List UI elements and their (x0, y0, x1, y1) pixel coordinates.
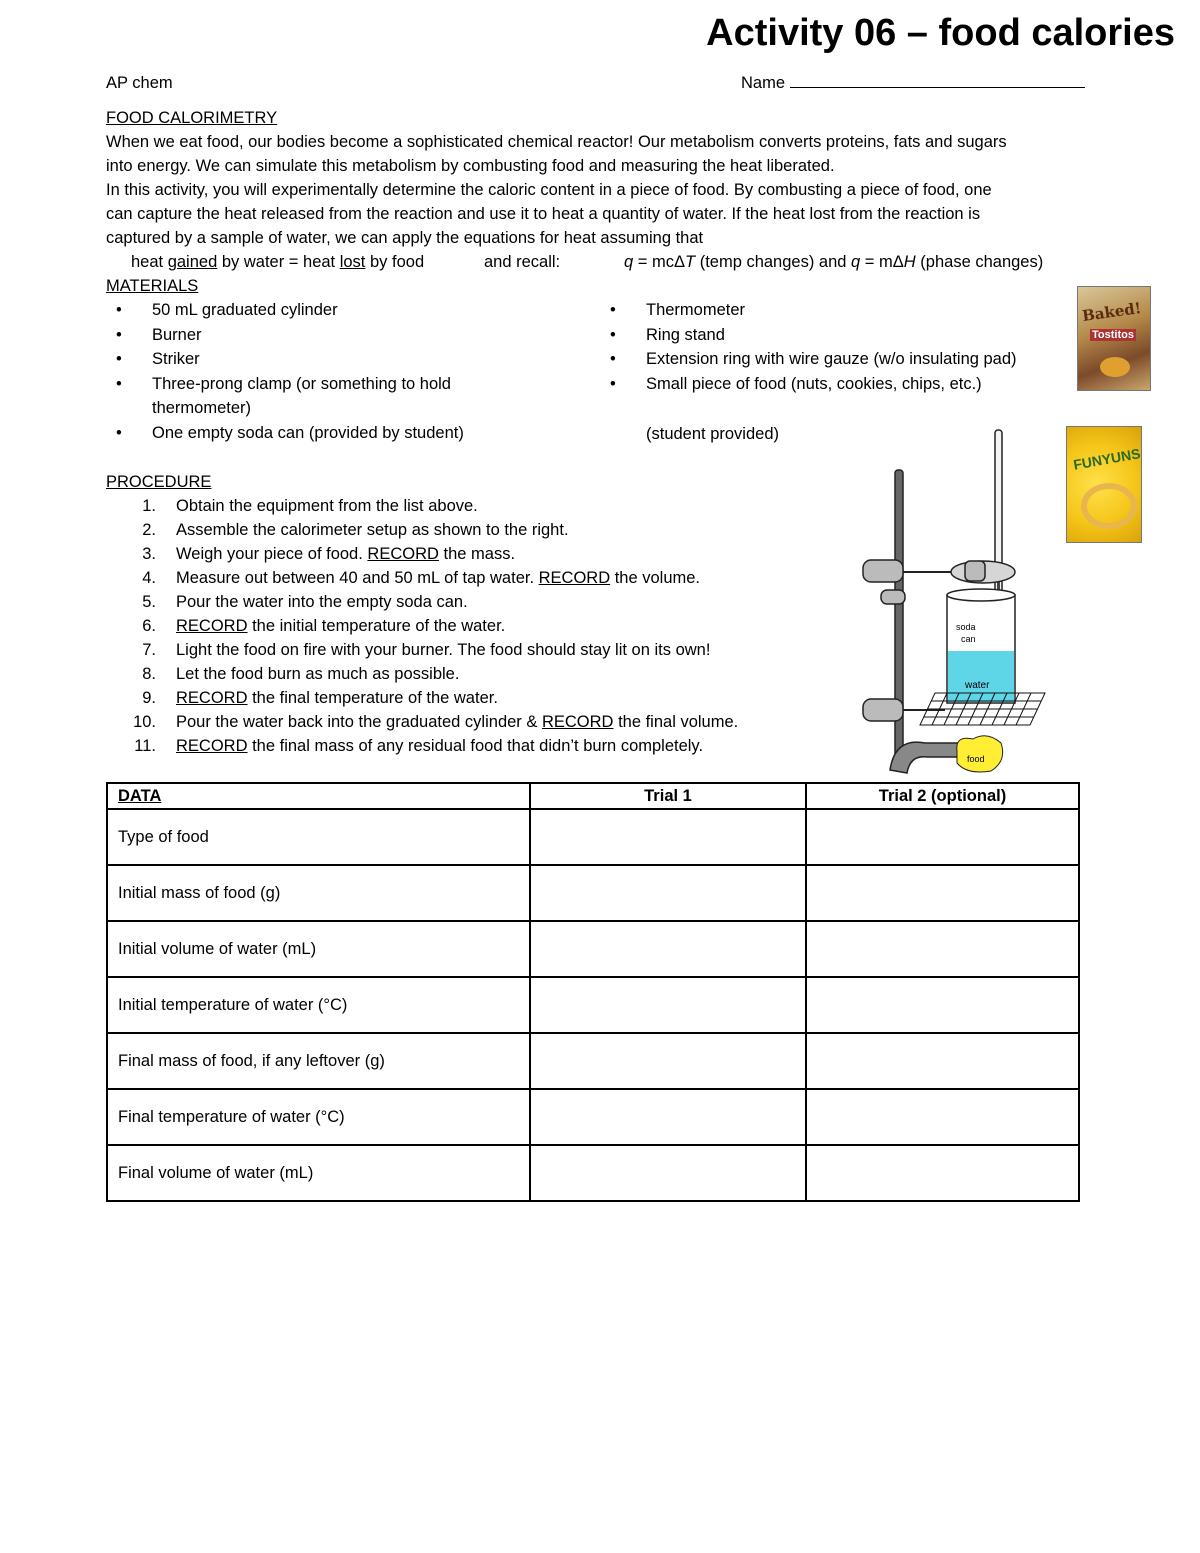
trial1-cell[interactable] (530, 1089, 806, 1145)
procedure-step: 10. Pour the water back into the graduated cylinder & RECORD the final volume. (133, 713, 739, 731)
row-label: Type of food (107, 809, 530, 865)
can-label-2: can (961, 634, 976, 644)
recall-label: and recall: (484, 253, 561, 271)
intro-line: When we eat food, our bodies become a sophisticated chemical reactor! Our metabolism converts proteins, fats and sugars (106, 133, 1007, 151)
table-row (107, 809, 1079, 865)
trial2-cell[interactable] (806, 809, 1079, 865)
procedure-step: 2. Assemble the calorimeter setup as shown to the right. (142, 521, 569, 539)
procedure-step: 3. Weigh your piece of food. RECORD the mass. (142, 545, 516, 563)
procedure-step: 11. RECORD the final mass of any residual food that didn’t burn completely. (134, 737, 704, 755)
trial2-cell[interactable] (806, 865, 1079, 921)
intro-line: can capture the heat released from the reaction and use it to heat a quantity of water. If the heat lost from the reaction is (106, 205, 981, 223)
row-label: Final volume of water (mL) (107, 1145, 530, 1201)
materials-list-right (600, 298, 1070, 396)
table-row (107, 1145, 1079, 1201)
col-header-data: DATA (107, 783, 530, 809)
calorimeter-diagram (855, 425, 1055, 780)
list-item: • Striker (116, 350, 200, 368)
row-label: Final mass of food, if any leftover (g) (107, 1033, 530, 1089)
table-row (107, 1089, 1079, 1145)
trial1-cell[interactable] (530, 977, 806, 1033)
name-label: Name (741, 74, 786, 92)
list-item: • Burner (116, 325, 202, 344)
trial1-cell[interactable] (530, 865, 806, 921)
food-label: food (967, 754, 985, 764)
food-holder (890, 742, 963, 773)
procedure-list (106, 494, 738, 758)
student-provided-note: (student provided) (646, 425, 779, 443)
list-item: • 50 mL graduated cylinder (116, 301, 338, 319)
trial2-cell[interactable] (806, 977, 1079, 1033)
row-label: Initial temperature of water (°C) (107, 977, 530, 1033)
page-title: Activity 06 – food calories (706, 12, 1175, 54)
list-item: • Thermometer (610, 301, 746, 319)
baked-tostitos-image: Baked! Tostitos (1077, 286, 1151, 391)
table-row (107, 1033, 1079, 1089)
table-row (107, 921, 1079, 977)
heat-formulas: q = mcΔT (temp changes) and q = mΔH (phase changes) (624, 253, 1044, 271)
trial2-cell[interactable] (806, 1145, 1079, 1201)
materials-heading: MATERIALS (106, 277, 199, 295)
intro-line: into energy. We can simulate this metabolism by combusting food and measuring the heat liberated. (106, 157, 835, 175)
procedure-step: 6. RECORD the initial temperature of the water. (142, 617, 506, 635)
can-label-1: soda (956, 622, 976, 632)
row-label: Initial volume of water (mL) (107, 921, 530, 977)
trial2-cell[interactable] (806, 1033, 1079, 1089)
list-item: • Extension ring with wire gauze (w/o insulating pad) (610, 350, 1017, 368)
trial1-cell[interactable] (530, 809, 806, 865)
course-label: AP chem (106, 74, 173, 92)
procedure-step: 1. Obtain the equipment from the list above. (142, 497, 478, 515)
table-header-row (107, 783, 1079, 809)
trial1-cell[interactable] (530, 921, 806, 977)
intro-line: captured by a sample of water, we can apply the equations for heat assuming that (106, 229, 704, 247)
col-header-trial1: Trial 1 (530, 783, 806, 809)
row-label: Final temperature of water (°C) (107, 1089, 530, 1145)
lower-clamp (863, 699, 903, 721)
materials-list-left (106, 298, 526, 445)
trial2-cell[interactable] (806, 921, 1079, 977)
procedure-step: 7. Light the food on fire with your burner. The food should stay lit on its own! (142, 641, 711, 659)
water-label: water (965, 680, 990, 691)
row-label: Initial mass of food (g) (107, 865, 530, 921)
trial2-cell[interactable] (806, 1089, 1079, 1145)
procedure-step: 5. Pour the water into the empty soda can. (142, 593, 468, 611)
table-row (107, 977, 1079, 1033)
procedure-step: 8. Let the food burn as much as possible. (142, 665, 460, 683)
intro-heading: FOOD CALORIMETRY (106, 109, 278, 127)
list-item: • One empty soda can (provided by student) (116, 423, 464, 442)
funyuns-image: FUNYUNS (1066, 426, 1142, 543)
procedure-step: 9. RECORD the final temperature of the water. (142, 689, 498, 707)
procedure-step: 4. Measure out between 40 and 50 mL of tap water. RECORD the volume. (142, 569, 701, 587)
trial1-cell[interactable] (530, 1033, 806, 1089)
name-field[interactable] (741, 71, 1085, 95)
trial1-cell[interactable] (530, 1145, 806, 1201)
intro-line: In this activity, you will experimentally determine the caloric content in a piece of food. By combusting a piece of food, one (106, 181, 992, 199)
list-item: • Small piece of food (nuts, cookies, chips, etc.) (610, 374, 982, 393)
name-blank[interactable] (790, 71, 1085, 88)
table-row (107, 865, 1079, 921)
upper-clamp (863, 560, 903, 582)
ring-stand-rod (895, 470, 903, 770)
intro-section (106, 106, 1007, 250)
list-item: • Three-prong clamp (or something to hold thermometer) (116, 374, 451, 417)
procedure-heading: PROCEDURE (106, 473, 212, 491)
col-header-trial2: Trial 2 (optional) (806, 783, 1079, 809)
list-item: • Ring stand (610, 325, 725, 344)
data-table (106, 782, 1080, 1202)
heat-equation: heat gained by water = heat lost by food (131, 253, 425, 271)
